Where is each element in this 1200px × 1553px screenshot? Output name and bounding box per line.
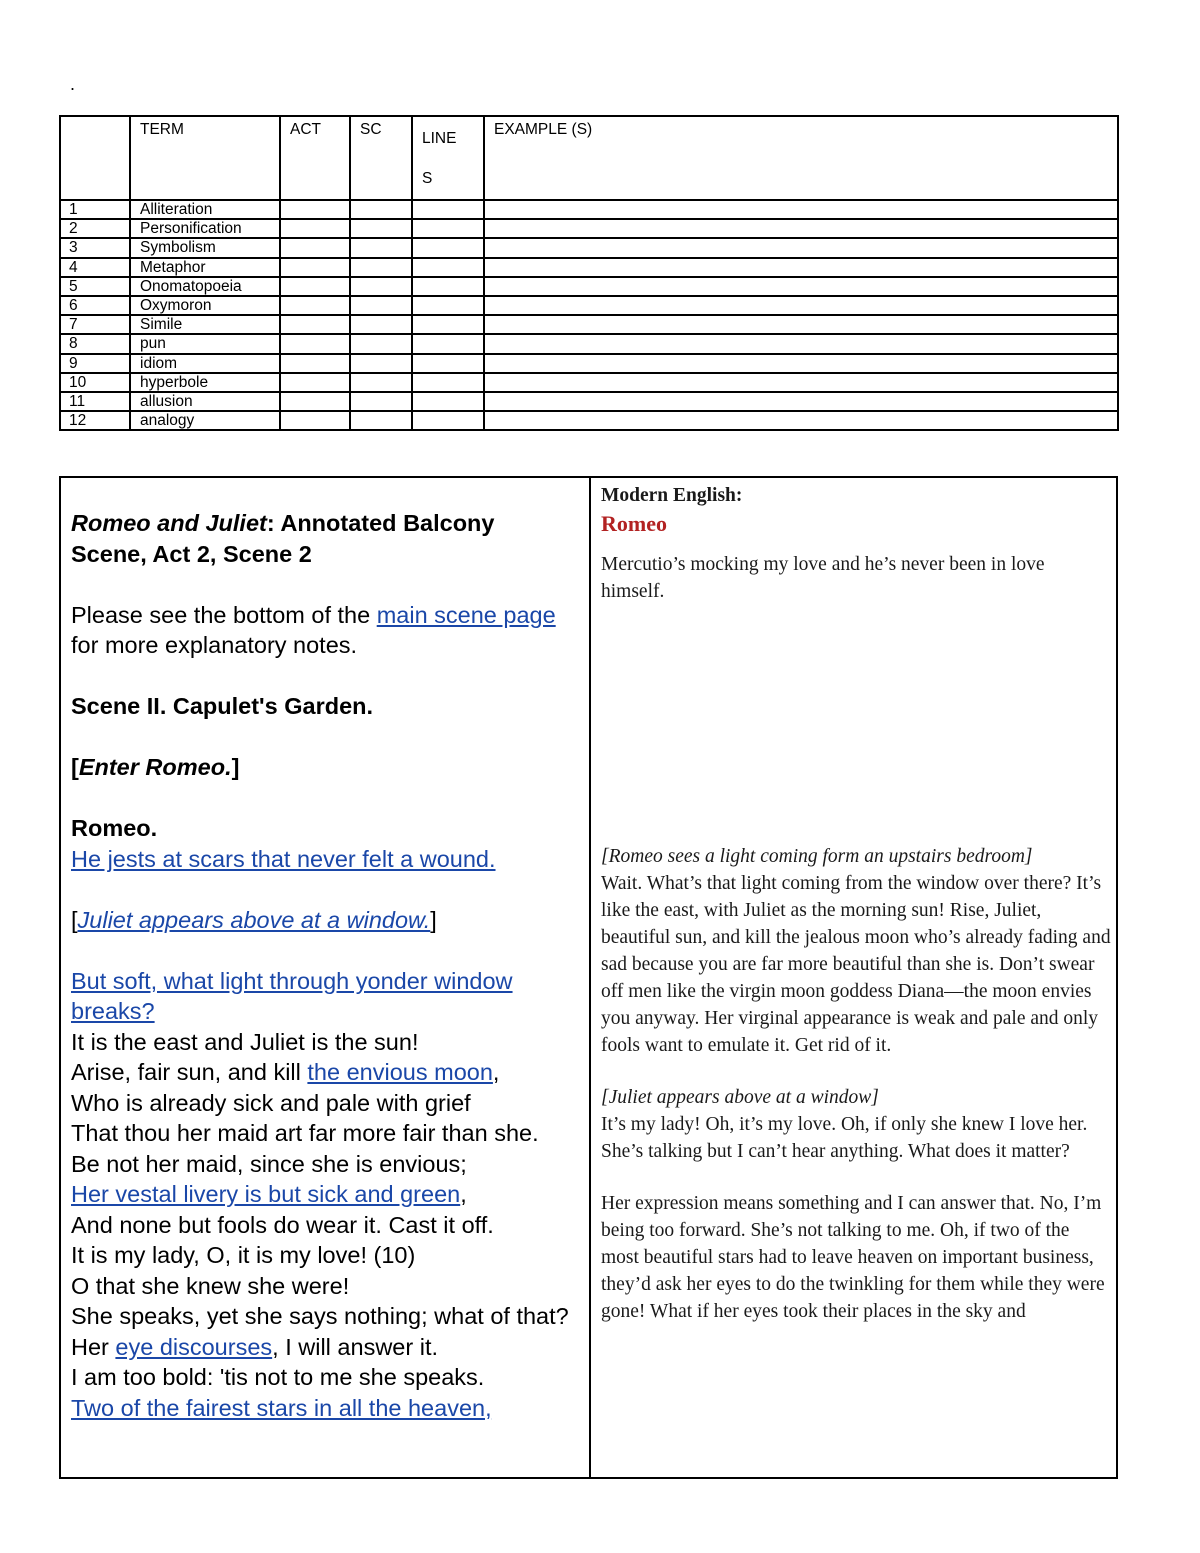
term-row — [60, 354, 1118, 373]
lines-cell[interactable] — [412, 277, 484, 296]
row-number: 12 — [60, 411, 130, 430]
column-divider — [589, 478, 591, 1477]
act-cell[interactable] — [280, 296, 350, 315]
act-cell[interactable] — [280, 277, 350, 296]
term-name: idiom — [130, 354, 280, 373]
verse-line: She speaks, yet she says nothing; what of that? — [71, 1303, 569, 1329]
example-cell[interactable] — [484, 200, 1118, 219]
term-name: pun — [130, 334, 280, 353]
sc-cell[interactable] — [350, 277, 412, 296]
envious-moon-link[interactable]: the envious moon — [307, 1059, 493, 1085]
act-cell[interactable] — [280, 200, 350, 219]
sc-cell[interactable] — [350, 200, 412, 219]
verse-line: Her vestal livery is but sick and green, — [71, 1181, 467, 1207]
sc-cell[interactable] — [350, 238, 412, 257]
modern-stage-direction-2: [Juliet appears above at a window] — [601, 1087, 879, 1108]
example-cell[interactable] — [484, 238, 1118, 257]
sc-cell[interactable] — [350, 219, 412, 238]
stage-direction-enter: [Enter Romeo.] — [71, 754, 240, 780]
lines-cell[interactable] — [412, 296, 484, 315]
verse-line: Arise, fair sun, and kill the envious moon, — [71, 1059, 500, 1085]
fairest-stars-link[interactable]: Two of the fairest stars in all the heaven, — [71, 1394, 492, 1421]
act-cell[interactable] — [280, 238, 350, 257]
term-row — [60, 219, 1118, 238]
term-name: Metaphor — [130, 258, 280, 277]
example-cell[interactable] — [484, 373, 1118, 392]
header-term: TERM — [130, 116, 280, 200]
modern-stage-direction-1: [Romeo sees a light coming form an upstairs bedroom] — [601, 846, 1033, 867]
annotated-scene-table — [59, 476, 1118, 1479]
lines-cell[interactable] — [412, 315, 484, 334]
modern-speaker: Romeo — [601, 511, 667, 536]
lines-cell[interactable] — [412, 334, 484, 353]
row-number: 4 — [60, 258, 130, 277]
example-cell[interactable] — [484, 354, 1118, 373]
header-example: EXAMPLE (S) — [484, 116, 1118, 200]
verse-line: Who is already sick and pale with grief — [71, 1089, 471, 1116]
verse-line: Her eye discourses, I will answer it. — [71, 1333, 438, 1360]
act-cell[interactable] — [280, 392, 350, 411]
act-cell[interactable] — [280, 411, 350, 430]
example-cell[interactable] — [484, 392, 1118, 411]
header-sc: SC — [350, 116, 412, 200]
explanatory-note: Please see the bottom of the main scene page for more explanatory notes. — [71, 601, 556, 658]
speaker-name: Romeo. — [71, 815, 158, 841]
main-scene-page-link[interactable]: main scene page — [376, 601, 556, 628]
lines-cell[interactable] — [412, 392, 484, 411]
verse-line: I am too bold: 'tis not to me she speaks. — [71, 1364, 485, 1390]
terms-header-row — [60, 116, 1118, 200]
top-mark: . — [70, 74, 76, 94]
sc-cell[interactable] — [350, 411, 412, 430]
term-row — [60, 277, 1118, 296]
term-name: Personification — [130, 219, 280, 238]
row-number: 2 — [60, 219, 130, 238]
act-cell[interactable] — [280, 373, 350, 392]
sc-cell[interactable] — [350, 315, 412, 334]
vestal-livery-link[interactable]: Her vestal livery is but sick and green — [71, 1181, 461, 1207]
act-cell[interactable] — [280, 334, 350, 353]
row-number: 3 — [60, 238, 130, 257]
sc-cell[interactable] — [350, 354, 412, 373]
row-number: 7 — [60, 315, 130, 334]
example-cell[interactable] — [484, 334, 1118, 353]
term-name: Simile — [130, 315, 280, 334]
line-soft-link[interactable]: But soft, what light through yonder window breaks? — [71, 967, 513, 1024]
act-cell[interactable] — [280, 354, 350, 373]
modern-paragraph-4: Her expression means something and I can answer that. No, I’m being too forward. She’s not talking to me. Oh, if two of the most beautiful stars had to leave heaven on important business, they’d ask her eyes to do the twinkling for them while they were gone! What if her eyes took their places in the sky and — [601, 1193, 1105, 1322]
sc-cell[interactable] — [350, 392, 412, 411]
term-row — [60, 258, 1118, 277]
term-name: Alliteration — [130, 200, 280, 219]
row-number: 8 — [60, 334, 130, 353]
modern-paragraph-2: Wait. What’s that light coming from the window over there? It’s like the east, with Juliet as the morning sun! Rise, Juliet, beautiful sun, and kill the jealous moon who’s already fading and sad because you are far more beautiful than she is. Don’t swear off men like the virgin moon goddess Diana—the moon envies you anyway. Her virginal appearance is weak and pale and only fools want to emulate it. Get rid of it. — [601, 873, 1111, 1056]
verse-line: That thou her maid art far more fair than she. — [71, 1120, 539, 1146]
sc-cell[interactable] — [350, 296, 412, 315]
term-name: Onomatopoeia — [130, 277, 280, 296]
act-cell[interactable] — [280, 219, 350, 238]
modern-paragraph-1: Mercutio’s mocking my love and he’s never been in love himself. — [601, 554, 1045, 602]
header-lines: LINES — [412, 116, 484, 200]
modern-english-heading: Modern English: — [601, 485, 743, 506]
term-row — [60, 373, 1118, 392]
eye-discourses-link[interactable]: eye discourses — [115, 1333, 273, 1360]
header-num — [60, 116, 130, 200]
row-number: 9 — [60, 354, 130, 373]
lines-cell[interactable] — [412, 219, 484, 238]
act-cell[interactable] — [280, 315, 350, 334]
example-cell[interactable] — [484, 258, 1118, 277]
row-number: 1 — [60, 200, 130, 219]
example-cell[interactable] — [484, 296, 1118, 315]
scene-heading: Scene II. Capulet's Garden. — [71, 693, 374, 719]
lines-cell[interactable] — [412, 200, 484, 219]
lines-cell[interactable] — [412, 238, 484, 257]
term-row — [60, 392, 1118, 411]
term-row — [60, 315, 1118, 334]
example-cell[interactable] — [484, 277, 1118, 296]
sc-cell[interactable] — [350, 373, 412, 392]
example-cell[interactable] — [484, 315, 1118, 334]
modern-paragraph-3: It’s my lady! Oh, it’s my love. Oh, if only she knew I love her. She’s talking but I can’t hear anything. What does it matter? — [601, 1114, 1088, 1162]
verse-line: It is the east and Juliet is the sun! — [71, 1028, 419, 1055]
term-name: allusion — [130, 392, 280, 411]
literary-terms-table — [59, 115, 1119, 431]
row-number: 10 — [60, 373, 130, 392]
act-cell[interactable] — [280, 258, 350, 277]
line-jests-link[interactable]: He jests at scars that never felt a wound. — [71, 845, 496, 872]
term-name: hyperbole — [130, 373, 280, 392]
term-name: Symbolism — [130, 238, 280, 257]
lines-cell[interactable] — [412, 373, 484, 392]
modern-english-column — [601, 482, 1111, 1325]
term-row — [60, 411, 1118, 430]
scene-title: Romeo and Juliet: Annotated Balcony Scene, Act 2, Scene 2 — [71, 510, 495, 567]
verse-line: And none but fools do wear it. Cast it off. — [71, 1211, 494, 1238]
verse-line: It is my lady, O, it is my love! (10) — [71, 1242, 416, 1268]
lines-cell[interactable] — [412, 411, 484, 430]
example-cell[interactable] — [484, 219, 1118, 238]
juliet-window-link[interactable]: Juliet appears above at a window. — [77, 906, 431, 933]
term-row — [60, 200, 1118, 219]
verse-line: Be not her maid, since she is envious; — [71, 1150, 467, 1177]
stage-direction-juliet: [Juliet appears above at a window.] — [71, 906, 437, 933]
original-text-column — [71, 508, 571, 1423]
header-act: ACT — [280, 116, 350, 200]
example-cell[interactable] — [484, 411, 1118, 430]
term-row — [60, 238, 1118, 257]
term-row — [60, 296, 1118, 315]
row-number: 11 — [60, 392, 130, 411]
sc-cell[interactable] — [350, 334, 412, 353]
term-row — [60, 334, 1118, 353]
sc-cell[interactable] — [350, 258, 412, 277]
lines-cell[interactable] — [412, 354, 484, 373]
row-number: 5 — [60, 277, 130, 296]
term-name: Oxymoron — [130, 296, 280, 315]
row-number: 6 — [60, 296, 130, 315]
lines-cell[interactable] — [412, 258, 484, 277]
verse-line: O that she knew she were! — [71, 1272, 350, 1299]
term-name: analogy — [130, 411, 280, 430]
